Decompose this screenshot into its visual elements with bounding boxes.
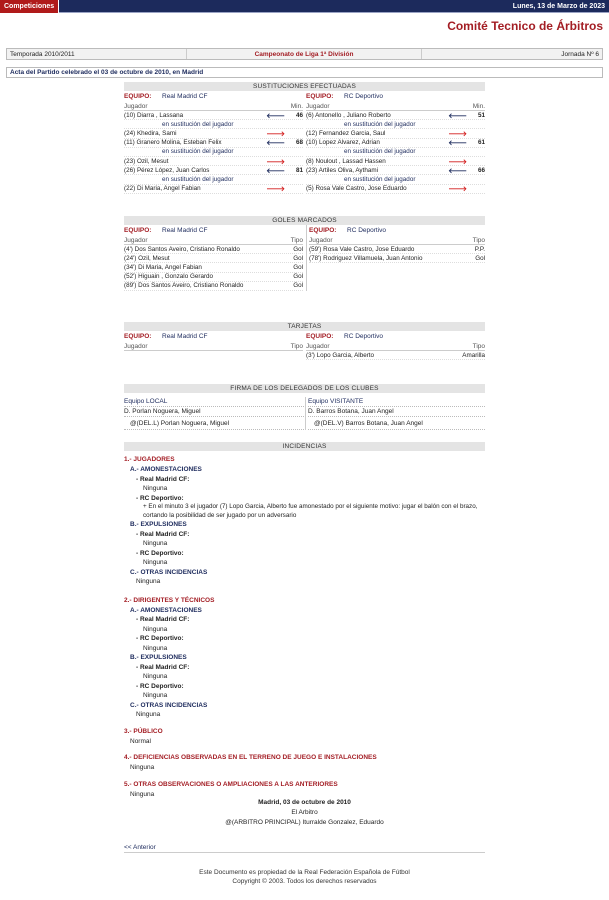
players-expulsions: B.- EXPULSIONES [130, 521, 187, 528]
type-col-header: Tipo [472, 237, 485, 244]
sub-note: en sustitución del jugador [344, 175, 416, 183]
sub-minute: 66 [477, 166, 485, 174]
public-text: Normal [130, 737, 151, 745]
sub-minute: 61 [477, 139, 485, 147]
team-name-home: Real Madrid CF [162, 93, 208, 100]
cards-section [124, 322, 485, 360]
arrow-right-icon: 🡒 [448, 186, 467, 194]
goal-type: Gol [293, 282, 303, 290]
previous-link[interactable]: << Anterior [124, 843, 485, 853]
away-substitutions [306, 91, 485, 194]
goal-type: P.P. [474, 245, 485, 253]
acta-title: Acta del Partido celebrado el 03 de octubre de 2010, en Madrid [6, 67, 603, 78]
team-name-home: Real Madrid CF [162, 333, 208, 340]
staff-other: C.- OTRAS INCIDENCIAS [130, 701, 208, 709]
goal-player: (34') Di Maria, Angel Fabian [124, 263, 202, 271]
sub-row-in [124, 139, 303, 148]
goal-player: (89') Dos Santos Aveiro, Cristiano Ronaldo [124, 282, 244, 290]
visit-name: D. Barros Botana, Juan Angel [308, 407, 485, 417]
player-col-header: Jugador [309, 237, 333, 244]
staff-warnings: A.- AMONESTACIONES [130, 606, 202, 614]
goal-player: (4') Dos Santos Aveiro, Cristiano Ronaldo [124, 245, 240, 253]
none-text: Ninguna [136, 711, 161, 718]
arrow-right-icon: 🡒 [266, 186, 285, 194]
incidents-public: 3.- PÚBLICO [124, 727, 163, 735]
arrow-left-icon: 🡐 [448, 140, 467, 148]
player-in: (10) Lopez Alvarez, Adrian [306, 139, 380, 147]
footer [124, 868, 485, 886]
team-label: EQUIPO: [306, 333, 334, 340]
none-text: Ninguna [130, 790, 155, 798]
goal-type: Gol [293, 263, 303, 271]
card-row [306, 351, 485, 360]
sub-row-in [124, 111, 303, 120]
team-name-away: RC Deportivo [347, 227, 387, 234]
referee-signature [124, 798, 485, 828]
top-bar [0, 0, 609, 13]
cards-heading: TARJETAS [124, 322, 485, 331]
none-text: Ninguna [143, 644, 168, 652]
goal-player: (59') Rosa Vale Castro, Jose Eduardo [309, 245, 415, 253]
arrow-right-icon: 🡒 [266, 158, 285, 166]
goal-type: Gol [475, 254, 485, 262]
sub-row-in [306, 139, 485, 148]
team-label: EQUIPO: [124, 93, 152, 100]
none-text: Ninguna [143, 692, 168, 699]
player-out: (22) Di Maria, Angel Fabian [124, 185, 201, 193]
player-col-header: Jugador [124, 237, 148, 244]
competitions-tab[interactable]: Competiciones [0, 0, 59, 13]
player-out: (5) Rosa Vale Castro, Jose Eduardo [306, 185, 407, 193]
player-in: (10) Diarra , Lassana [124, 111, 184, 119]
sub-row-in [306, 111, 485, 120]
none-text: Ninguna [143, 625, 168, 633]
warning-detail: + En el minuto 3 el jugador (7) Lopo Garcia, Alberto fue amonestado por el siguiente motivo: jugar el balón con el brazo, cortando la posibilidad de ser jugado por un adversario [143, 503, 478, 519]
arrow-right-icon: 🡒 [448, 158, 467, 166]
player-col-header: Jugador [306, 343, 330, 350]
player-in: (23) Artiles Oliva, Aythami [306, 166, 378, 174]
none-text: Ninguna [136, 578, 161, 585]
goal-type: Gol [293, 273, 303, 281]
sub-note: en sustitución del jugador [162, 120, 234, 128]
sub-row-in [306, 166, 485, 175]
referee-role: El Arbitro [291, 809, 318, 816]
sub-note: en sustitución del jugador [162, 148, 234, 156]
card-type: Amarilla [462, 351, 485, 359]
none-text: Ninguna [143, 559, 168, 566]
player-in: (6) Antonello , Juliano Roberto [306, 111, 391, 119]
away-cards [306, 331, 485, 360]
min-col-header: Min. [290, 103, 303, 110]
referee-name: @(ARBITRO PRINCIPAL) Iturralde Gonzalez, Eduardo [225, 819, 384, 826]
sub-minute: 81 [295, 166, 303, 174]
players-other: C.- OTRAS INCIDENCIAS [130, 568, 208, 576]
visit-signature: @(DEL.V) Barros Botana, Juan Angel [308, 417, 485, 430]
type-col-header: Tipo [290, 237, 303, 244]
team-label: EQUIPO: [306, 93, 334, 100]
player-out: (24) Khedira, Sami [124, 129, 177, 137]
sub-row-out [306, 185, 485, 194]
home-label: - Real Madrid CF: [136, 475, 190, 483]
away-label: - RC Deportivo: [136, 549, 184, 557]
away-label: - RC Deportivo: [136, 494, 184, 502]
none-text: Ninguna [143, 673, 168, 680]
player-out: (23) Ozil, Mesut [124, 157, 169, 165]
team-label: EQUIPO: [124, 227, 152, 234]
home-label: - Real Madrid CF: [136, 530, 190, 538]
sub-row-in [124, 166, 303, 175]
arrow-left-icon: 🡐 [266, 140, 285, 148]
goal-type: Gol [293, 254, 303, 262]
incidents-section [124, 442, 485, 799]
local-label: Equipo LOCAL [124, 397, 304, 407]
visit-delegate [305, 397, 485, 430]
sub-note: en sustitución del jugador [344, 120, 416, 128]
goal-player: (24') Ozil, Mesut [124, 254, 170, 262]
sub-note: en sustitución del jugador [162, 175, 234, 183]
championship-label: Campeonato de Liga 1ª División [187, 49, 422, 59]
arrow-left-icon: 🡐 [448, 112, 467, 120]
away-label: - RC Deportivo: [136, 635, 184, 642]
none-text: Ninguna [130, 764, 155, 771]
player-in: (26) Pérez López, Juan Carlos [124, 166, 210, 174]
arrow-right-icon: 🡒 [266, 130, 285, 138]
min-col-header: Min. [472, 103, 485, 110]
page-title: Comité Tecnico de Árbitros [447, 19, 603, 33]
matchday-label: Jornada Nº 6 [561, 50, 599, 58]
none-text: Ninguna [143, 540, 168, 547]
arrow-left-icon: 🡐 [448, 167, 467, 175]
goal-row [124, 263, 303, 272]
home-label: - Real Madrid CF: [136, 616, 190, 623]
goal-row [124, 282, 303, 291]
type-col-header: Tipo [290, 343, 303, 350]
away-label: - RC Deportivo: [136, 682, 184, 690]
local-delegate [124, 397, 304, 430]
goal-type: Gol [293, 245, 303, 253]
none-text: Ninguna [143, 485, 168, 492]
team-label: EQUIPO: [309, 227, 337, 234]
home-label: - Real Madrid CF: [136, 663, 190, 671]
sub-minute: 68 [295, 139, 303, 147]
home-cards [124, 331, 303, 360]
goals-section [124, 216, 485, 291]
players-warnings: A.- AMONESTACIONES [130, 466, 202, 473]
incidents-field: 4.- DEFICIENCIAS OBSERVADAS EN EL TERRENO DE JUEGO E INSTALACIONES [124, 754, 377, 761]
substitutions-section [124, 82, 485, 194]
player-col-header: Jugador [306, 103, 330, 110]
sub-minute: 46 [295, 111, 303, 119]
team-name-away: RC Deportivo [344, 333, 384, 340]
arrow-left-icon: 🡐 [266, 112, 285, 120]
arrow-left-icon: 🡐 [266, 167, 285, 175]
player-out: (12) Fernandez Garcia, Saul [306, 129, 386, 137]
local-signature: @(DEL.L) Porlan Noguera, Miguel [124, 417, 304, 430]
place-date: Madrid, 03 de octubre de 2010 [258, 799, 351, 806]
incidents-staff: 2.- DIRIGENTES Y TÉCNICOS [124, 596, 215, 604]
delegates-heading: FIRMA DE LOS DELEGADOS DE LOS CLUBES [124, 384, 485, 393]
goals-heading: GOLES MARCADOS [124, 216, 485, 225]
season-bar [6, 48, 603, 60]
delegates-section [124, 384, 485, 430]
incidents-observations: 5.- OTRAS OBSERVACIONES O AMPLIACIONES A LAS ANTERIORES [124, 780, 338, 788]
away-goals [306, 225, 485, 291]
player-in: (11) Granero Molina, Esteban Felix [124, 139, 222, 147]
goal-row [309, 245, 485, 254]
arrow-right-icon: 🡒 [448, 130, 467, 138]
footer-ownership: Este Documento es propiedad de la Real Federación Española de Fútbol [199, 869, 410, 876]
goal-row [124, 254, 303, 263]
card-player: (3') Lopo Garcia, Alberto [306, 351, 375, 359]
home-goals [124, 225, 303, 291]
home-substitutions [124, 91, 303, 194]
current-date: Lunes, 13 de Marzo de 2023 [512, 2, 605, 10]
goal-player: (78') Rodriguez Villamuela, Juan Antonio [309, 254, 423, 262]
player-col-header: Jugador [124, 343, 148, 350]
type-col-header: Tipo [472, 343, 485, 350]
player-col-header: Jugador [124, 103, 148, 110]
footer-copyright: Copyright © 2003. Todos los derechos reservados [232, 878, 377, 885]
goal-row [124, 245, 303, 254]
goal-row [309, 254, 485, 263]
staff-expulsions: B.- EXPULSIONES [130, 654, 187, 661]
incidents-heading: INCIDENCIAS [124, 442, 485, 451]
goal-player: (52') Higuain , Gonzalo Gerardo [124, 273, 214, 281]
season-label: Temporada 2010/2011 [7, 49, 187, 59]
team-name-away: RC Deportivo [344, 93, 384, 100]
local-name: D. Porlan Noguera, Miguel [124, 407, 304, 417]
incidents-players: 1.- JUGADORES [124, 456, 175, 463]
visit-label: Equipo VISITANTE [308, 397, 485, 407]
substitutions-heading: SUSTITUCIONES EFECTUADAS [124, 82, 485, 91]
team-name-home: Real Madrid CF [162, 227, 208, 234]
sub-row-out [124, 185, 303, 194]
goal-row [124, 273, 303, 282]
sub-note: en sustitución del jugador [344, 148, 416, 156]
team-label: EQUIPO: [124, 333, 152, 340]
sub-minute: 51 [477, 111, 485, 119]
nav-bar [124, 843, 485, 853]
player-out: (8) Noulout , Lassad Hassen [306, 157, 386, 165]
